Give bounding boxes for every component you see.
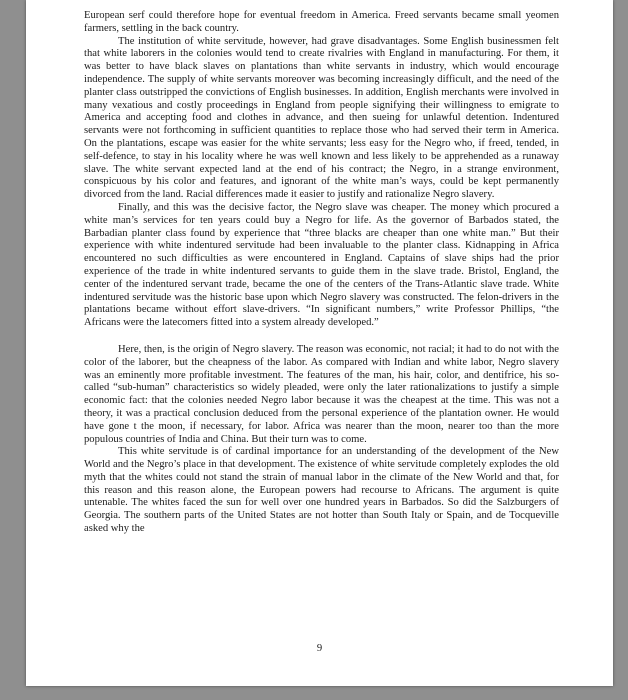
paragraph-3: Finally, and this was the decisive factor, the Negro slave was cheaper. The money which procured a white man’s services for ten years could buy a Negro for life. As the governor of Barbados stated, the Barbadian planter class found by experience that “three blacks are cheaper than one white man.” But their experience with white indentured servitude had been invaluable to the planter class. Kidnapping in Africa encountered no such difficulties as were encountered in England. Captains of slave ships had the prior experience of the trade in white indentured servants to guide them in the slave trade. Bristol, England, the center of the indentured servant trade, became the one of the centers of the Trans-Atlantic slave trade. White indentured servitude was the historic base upon which Negro slavery was constructed. The felon-drivers in the plantations became without effort slave-drivers. “In significant numbers,” write Professor Phillips, “the Africans were the latecomers fitted into a system already developed.”	[84, 201, 559, 329]
body-text	[84, 10, 559, 536]
paragraph-5: This white servitude is of cardinal importance for an understanding of the development of the New World and the Negro’s place in that development. The existence of white servitude completely explodes the old myth that the whites could not stand the strain of manual labor in the climate of the New World and that, for this reason and this reason alone, the European powers had recourse to Africans. The argument is quite untenable. The whites faced the sun for well over one hundred years in Barbados. So did the Salzburgers of Georgia. The southern parts of the United States are not hotter than South Italy or Spain, and de Tocqueville asked why the	[84, 446, 559, 535]
paragraph-4: Here, then, is the origin of Negro slavery. The reason was economic, not racial; it had to do not with the color of the laborer, but the cheapness of the labor. As compared with Indian and white labor, Negro slavery was an eminently more profitable investment. The features of the man, his hair, color, and dentifrice, his so-called “sub-human” characteristics so widely pleaded, were only the later rationalizations to justify a simple economic fact: that the colonies needed Negro labor because it was the cheapest at the time. This was not a theory, it was a practical conclusion deduced from the personal experience of the plantation owner. He would have gone t the moon, if necessary, for labor. Africa was nearer than the moon, nearer too than the more populous countries of India and China. But their turn was to come.	[84, 343, 559, 445]
page-number: 9	[316, 643, 323, 654]
paragraph-2: The institution of white servitude, however, had grave disadvantages. Some English businessmen felt that white laborers in the colonies would tend to create rivalries with England in manufacturing. For them, it was better to have black slaves on plantations than white servants in industry, which would encourage independence. The supply of white servants moreover was becoming increasingly difficult, and the need of the planter class outstripped the convictions of English businesses. In addition, English merchants were involved in many vexatious and costly proceedings in England from people signifying their willingness to emigrate to America and accepting food and clothes in advance, and then sueing for unlawful detention. Indentured servants were not forthcoming in sufficient quantities to replace those who had served their term in America. On the plantations, escape was easier for the white servants; less easy for the Negro who, if freed, tended, in self-defence, to stay in his locality where he was well known and less likely to be apprehended as a runaway slave. The white servant expected land at the end of his contract; the Negro, in a strange environment, conspicuous by his color and features, and ignorant of the white man’s ways, could be kept permanently divorced from the land. Racial differences made it easier to justify and rationalize Negro slavery.	[84, 35, 559, 201]
paragraph-1: European serf could therefore hope for eventual freedom in America. Freed servants became small yeomen farmers, settling in the back country.	[84, 10, 559, 34]
document-page	[26, 0, 613, 686]
